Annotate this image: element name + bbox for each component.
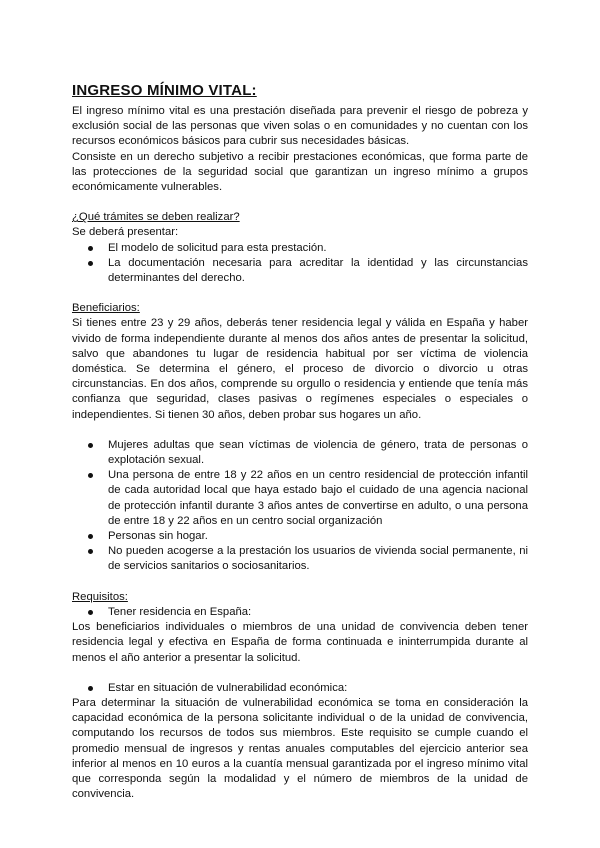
requisitos-heading: Requisitos:: [72, 590, 128, 603]
tramites-list: [72, 241, 528, 287]
list-item: La documentación necesaria para acreditar la identidad y las circunstancias determinantes del derecho.: [72, 256, 528, 286]
list-item: Mujeres adultas que sean víctimas de violencia de género, trata de personas o explotación sexual.: [72, 438, 528, 468]
requisitos-list-1: [72, 605, 528, 620]
requisito-vulnerabilidad-text: Para determinar la situación de vulnerabilidad económica se toma en consideración la capacidad económica de la persona solicitante individual o de la unidad de convivencia, computando los recursos de todos sus miembros. Este requisito se cumple cuando el promedio mensual de ingresos y rentas anuales computables del ejercicio anterior sea inferior al menos en 10 euros a la cuantía mensual garantizada por el ingreso mínimo vital que corresponda según la modalidad y el número de miembros de la unidad de convivencia.: [72, 696, 528, 801]
list-item: Personas sin hogar.: [72, 529, 528, 544]
requisitos-list-2: [72, 681, 528, 696]
intro-paragraph-1: El ingreso mínimo vital es una prestación diseñada para prevenir el riesgo de pobreza y exclusión social de las personas que viven solas o en comunidades y no cuentan con los recursos económicos básicos para cubrir sus necesidades básicas.: [72, 105, 528, 148]
beneficiarios-heading: Beneficiarios:: [72, 302, 140, 315]
tramites-heading: ¿Qué trámites se deben realizar?: [72, 211, 240, 224]
list-item: Tener residencia en España:: [72, 605, 528, 620]
tramites-lead: Se deberá presentar:: [72, 226, 179, 239]
intro-paragraph-2: Consiste en un derecho subjetivo a recibir prestaciones económicas, que forma parte de las protecciones de la seguridad social que garantizan un ingreso mínimo a grupos económicamente vulnerables.: [72, 150, 528, 194]
page-title: INGRESO MÍNIMO VITAL:: [72, 82, 257, 99]
requisito-residencia-text: Los beneficiarios individuales o miembros de una unidad de convivencia deben tener residencia legal y efectiva en España de forma continuada e ininterrumpida durante al menos el año anterior a presentar la solicitud.: [72, 621, 528, 664]
list-item: El modelo de solicitud para esta prestación.: [72, 241, 528, 256]
beneficiarios-list: [72, 438, 528, 575]
list-item: No pueden acogerse a la prestación los usuarios de vivienda social permanente, ni de servicios sanitarios o sociosanitarios.: [72, 544, 528, 574]
list-item: Estar en situación de vulnerabilidad económica:: [72, 681, 528, 696]
beneficiarios-paragraph: Si tienes entre 23 y 29 años, deberás tener residencia legal y válida en España y haber vivido de forma independiente durante al menos dos años antes de presentar la solicitud, salvo que abandones tu lugar de residencia habitual por ser víctima de violencia doméstica. Se determina el género, el proceso de divorcio o divorcio u otras circunstancias. En dos años, comprende su orgullo o residencia y entiende que tenía más confianza que seguridad, clases pasivas o regímenes especiales o especiales o independientes. Si tienen 30 años, deben probar sus hogares un año.: [72, 317, 528, 421]
list-item: Una persona de entre 18 y 22 años en un centro residencial de protección infantil de cada autoridad local que haya estado bajo el cuidado de una agencia nacional de protección infantil durante 3 años antes de convertirse en adulto, o una persona de entre 18 y 22 años en un centro social organización: [72, 468, 528, 529]
